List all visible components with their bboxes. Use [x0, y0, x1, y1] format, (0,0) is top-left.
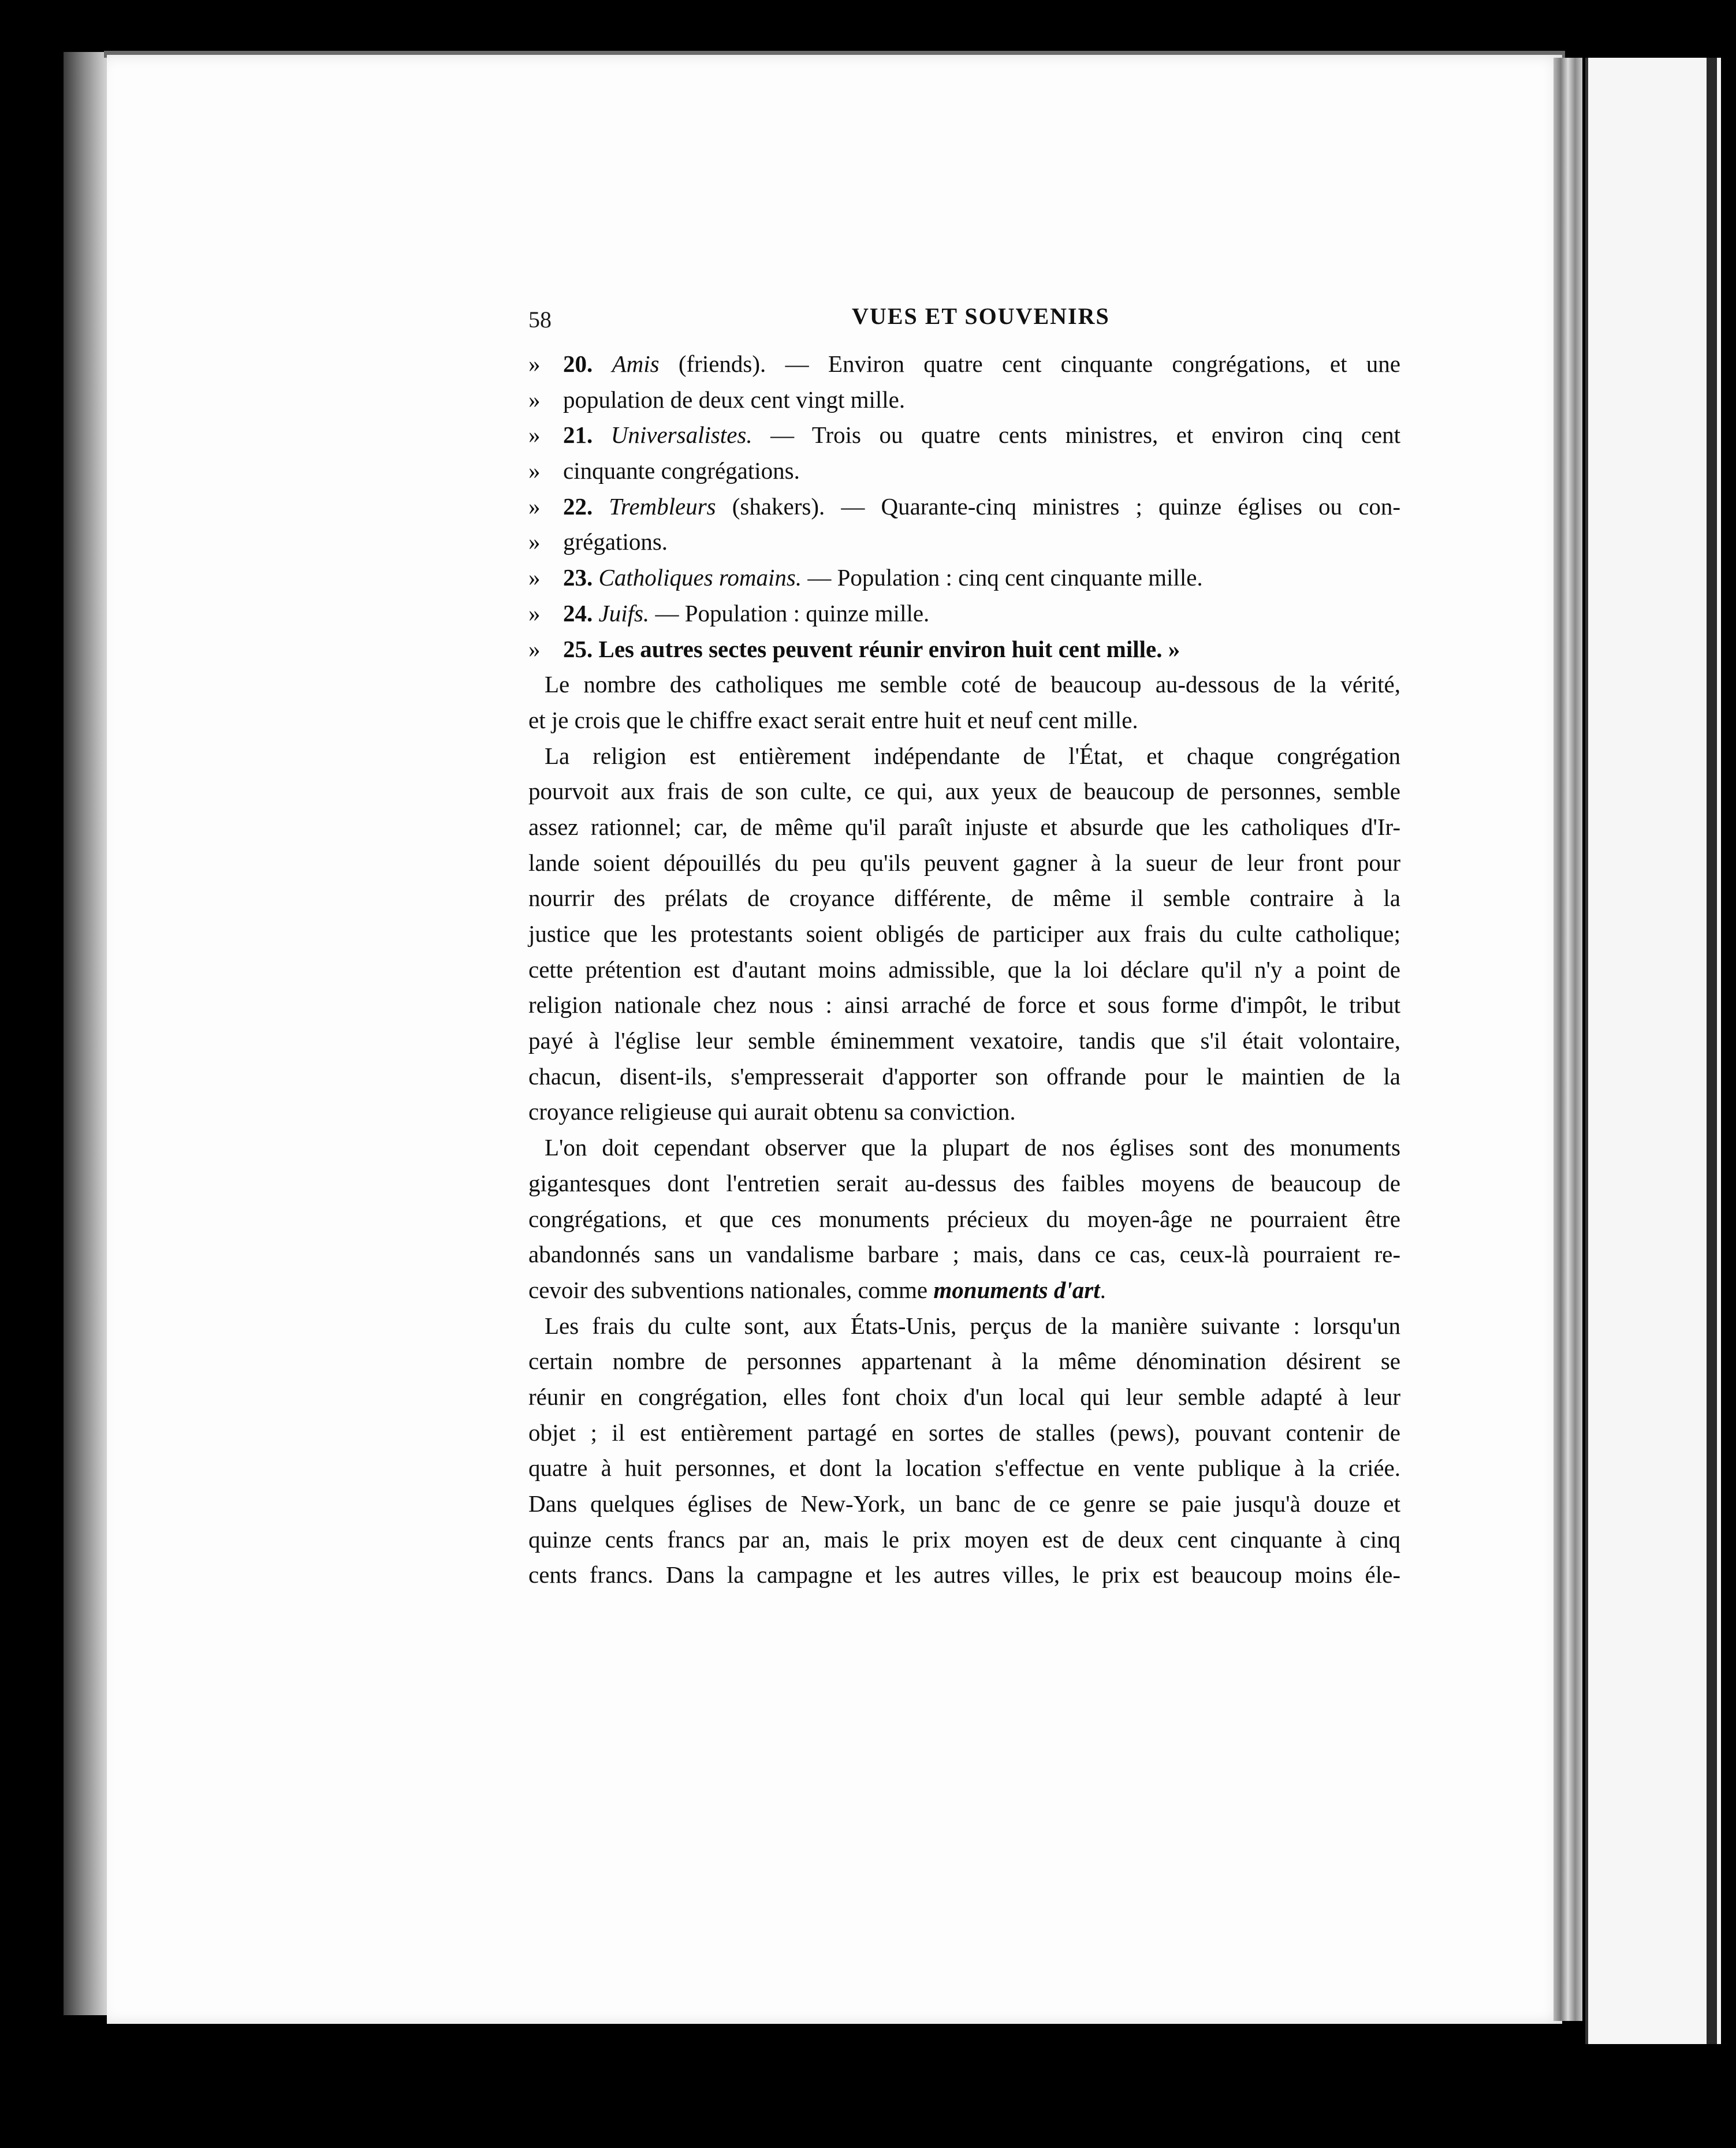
paragraph-line: Dans quelques églises de New-York, un banc de ce genre se paie jusqu'à douze et — [528, 1490, 1400, 1517]
list-item: » 21. Universalistes. — Trois ou quatre cents ministres, et environ cinq cent — [528, 422, 1401, 449]
paragraph-line: et je crois que le chiffre exact serait entre huit et neuf cent mille. — [528, 706, 1138, 733]
paragraph-line: nourrir des prélats de croyance différente, de même il semble contraire à la — [528, 885, 1400, 912]
paragraph-line: cevoir des subventions nationales, comme monuments d'art. — [528, 1276, 1106, 1303]
page-stack-edge — [1554, 58, 1582, 2021]
facing-page — [1585, 58, 1721, 2044]
page-header — [528, 300, 1400, 335]
paragraph-line: objet ; il est entièrement partagé en sortes de stalles (pews), pouvant contenir de — [528, 1419, 1400, 1446]
paragraph-line: L'on doit cependant observer que la plupart de nos églises sont des monuments — [545, 1134, 1400, 1161]
paragraph-line: Les frais du culte sont, aux États-Unis, perçus de la manière suivante : lorsqu'un — [545, 1312, 1400, 1339]
list-item: » 24. Juifs. — Population : quinze mille. — [528, 599, 930, 626]
list-item: » 22. Trembleurs (shakers). — Quarante-cinq ministres ; quinze églises ou con- — [528, 493, 1401, 520]
paragraph-line: cents francs. Dans la campagne et les autres villes, le prix est beaucoup moins éle- — [528, 1561, 1400, 1588]
paragraph-line: quinze cents francs par an, mais le prix moyen est de deux cent cinquante à cinq — [528, 1526, 1400, 1553]
page-number: 58 — [528, 307, 552, 333]
paragraph-line: chacun, disent-ils, s'empresserait d'apporter son offrande pour le maintien de la — [528, 1062, 1400, 1090]
running-head: VUES ET SOUVENIRS — [852, 303, 1110, 329]
paragraph-line: payé à l'église leur semble éminemment vexatoire, tandis que s'il était volontaire, — [528, 1027, 1400, 1054]
paragraph-line: La religion est entièrement indépendante de l'État, et chaque congrégation — [545, 742, 1400, 769]
list-item-continuation: » population de deux cent vingt mille. — [528, 386, 906, 413]
text-block — [528, 346, 1400, 1593]
list-item-continuation: » grégations. — [528, 528, 668, 555]
paragraph-line: cette prétention est d'autant moins admissible, que la loi déclare qu'il n'y a point de — [528, 956, 1400, 983]
paragraph-line: abandonnés sans un vandalisme barbare ; mais, dans ce cas, ceux-là pourraient re- — [528, 1241, 1400, 1268]
facing-page-edge — [1707, 58, 1717, 2044]
paragraph-line: Le nombre des catholiques me semble coté de beaucoup au-dessous de la vérité, — [545, 671, 1400, 698]
list-item: » 20. Amis (friends). — Environ quatre cent cinquante congrégations, et une — [528, 350, 1400, 377]
paragraph-line: religion nationale chez nous : ainsi arraché de force et sous forme d'impôt, le tribut — [528, 991, 1400, 1019]
paragraph-line: lande soient dépouillés du peu qu'ils peuvent gagner à la sueur de leur front pour — [528, 849, 1400, 876]
list-item-continuation: » cinquante congrégations. — [528, 457, 800, 484]
list-item: » 25. Les autres sectes peuvent réunir environ huit cent mille. » — [528, 635, 1180, 662]
paragraph-line: certain nombre de personnes appartenant à la même dénomination désirent se — [528, 1348, 1400, 1375]
paragraph-line: justice que les protestants soient obligés de participer aux frais du culte catholique; — [528, 920, 1400, 947]
paragraph-line: assez rationnel; car, de même qu'il paraît injuste et absurde que les catholiques d'Ir- — [528, 813, 1400, 840]
paragraph-line: quatre à huit personnes, et dont la location s'effectue en vente publique à la criée. — [528, 1455, 1400, 1482]
paragraph-line: congrégations, et que ces monuments précieux du moyen-âge ne pourraient être — [528, 1205, 1400, 1232]
paragraph-line: croyance religieuse qui aurait obtenu sa conviction. — [528, 1098, 1016, 1125]
paragraph-line: réunir en congrégation, elles font choix d'un local qui leur semble adapté à leur — [528, 1383, 1400, 1410]
paragraph-line: gigantesques dont l'entretien serait au-dessus des faibles moyens de beaucoup de — [528, 1169, 1400, 1196]
list-item: » 23. Catholiques romains. — Population : cinq cent cinquante mille. — [528, 564, 1203, 591]
paragraph-line: pourvoit aux frais de son culte, ce qui, aux yeux de beaucoup de personnes, semble — [528, 778, 1400, 805]
